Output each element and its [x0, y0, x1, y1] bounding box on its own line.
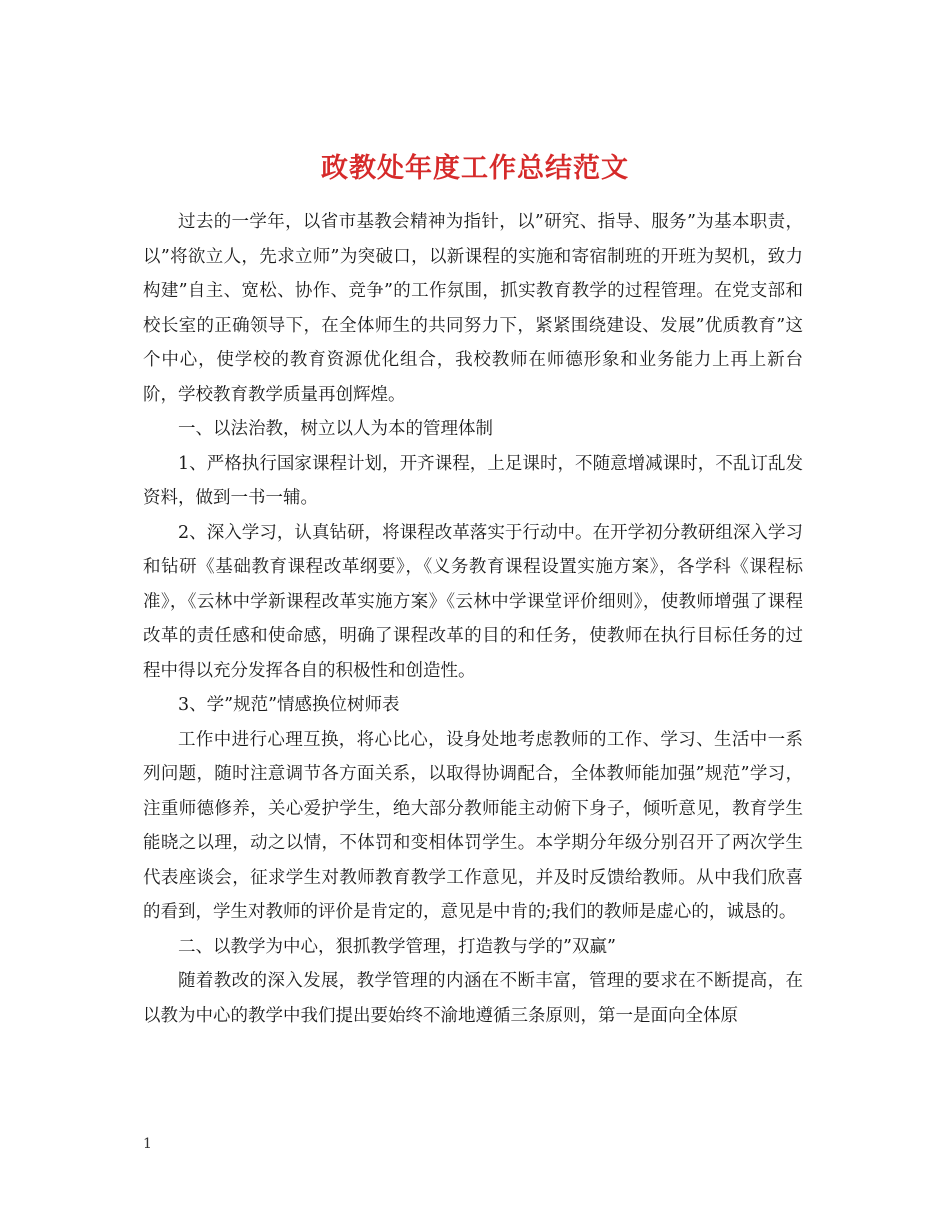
paragraph-item-3-body: 工作中进行心理互换，将心比心，设身处地考虑教师的工作、学习、生活中一系列问题，随时注意调节各方面关系，以取得协调配合，全体教师能加强”规范”学习，注重师德修养，关心爱护学生，绝大部分教师能主动俯下身子，倾听意见，教育学生能晓之以理，动之以情，不体罚和变相体罚学生。本学期分年级分别召开了两次学生代表座谈会，征求学生对教师教育教学工作意见，并及时反馈给教师。从中我们欣喜的看到，学生对教师的评价是肯定的，意见是中肯的;我们的教师是虚心的，诚恳的。	[143, 729, 803, 922]
section-heading-1: 一、以法治教，树立以人为本的管理体制	[178, 419, 493, 439]
paragraph-intro: 过去的一学年，以省市基教会精神为指针，以”研究、指导、服务”为基本职责，以”将欲立人，先求立师”为突破口，以新课程的实施和寄宿制班的开班为契机，致力构建”自主、宽松、协作、竞争”的工作氛围，抓实教育教学的过程管理。在党支部和校长室的正确领导下，在全体师生的共同努力下，紧紧围绕建设、发展”优质教育”这个中心，使学校的教育资源优化组合，我校教师在师德形象和业务能力上再上新台阶，学校教育教学质量再创辉煌。	[143, 212, 803, 405]
paragraph-item-3-heading: 3、学”规范”情感换位树师表	[178, 695, 400, 715]
paragraph-item-2: 2、深入学习，认真钻研，将课程改革落实于行动中。在开学初分教研组深入学习和钻研《基础教育课程改革纲要》，《义务教育课程设置实施方案》，各学科《课程标准》，《云林中学新课程改革实施方案》《云林中学课堂评价细则》，使教师增强了课程改革的责任感和使命感，明确了课程改革的目的和任务，使教师在执行目标任务的过程中得以充分发挥各自的积极性和创造性。	[143, 522, 803, 681]
page-number: 1	[143, 1136, 152, 1152]
paragraph-item-1: 1、严格执行国家课程计划，开齐课程，上足课时，不随意增减课时，不乱订乱发资料，做到一书一辅。	[143, 453, 803, 508]
document-title: 政教处年度工作总结范文	[321, 153, 629, 185]
paragraph-section-2-body: 随着教改的深入发展，教学管理的内涵在不断丰富，管理的要求在不断提高，在以教为中心的教学中我们提出要始终不渝地遵循三条原则，第一是面向全体原	[143, 971, 803, 1026]
document-body	[143, 205, 803, 1033]
section-heading-2: 二、以教学为中心，狠抓教学管理，打造教与学的”双赢”	[178, 936, 616, 957]
